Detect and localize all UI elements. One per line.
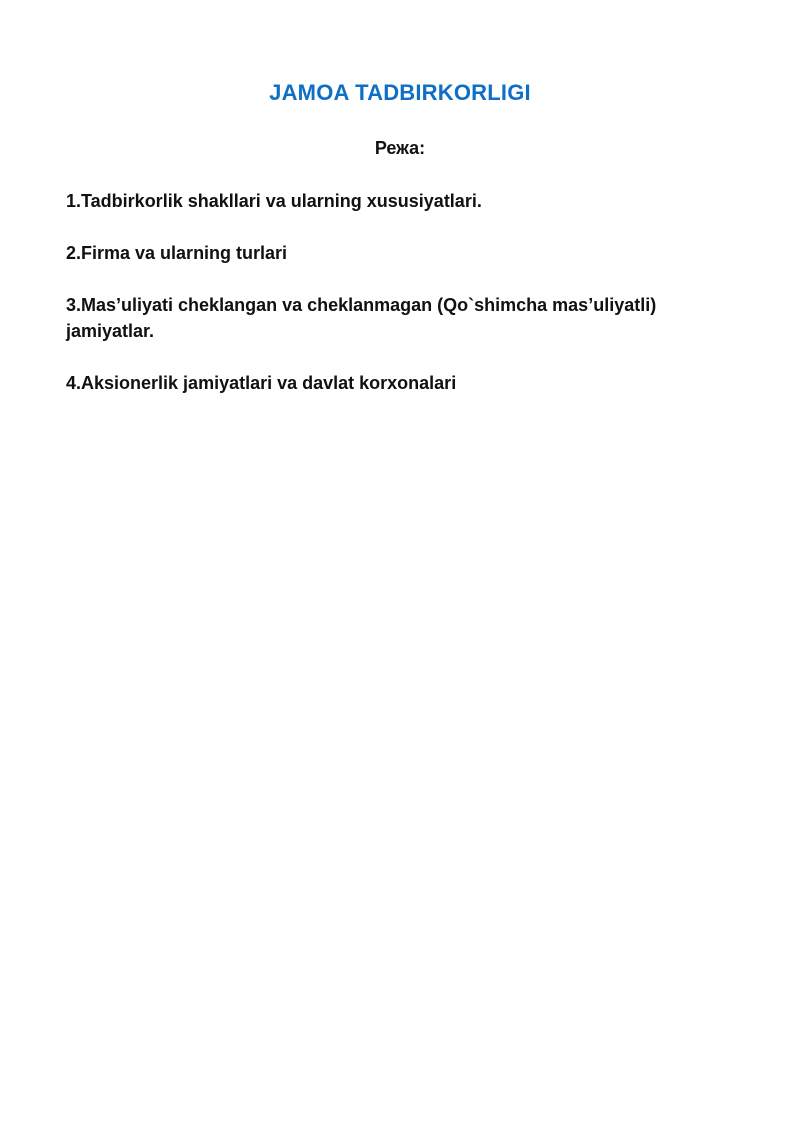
- document-title: JAMOA TADBIRKORLIGI: [269, 80, 531, 105]
- plan-heading: Режа:: [374, 138, 426, 158]
- plan-item-4: 4.Aksionerlik jamiyatlari va davlat korxonalari: [66, 373, 457, 393]
- plan-item-1: 1.Tadbirkorlik shakllari va ularning xususiyatlari.: [66, 191, 482, 211]
- plan-item-3: 3.Mas’uliyati cheklangan va cheklanmagan (Qo`shimcha mas’uliyatli) jamiyatlar.: [66, 295, 657, 341]
- plan-item-2: 2.Firma va ularning turlari: [66, 243, 288, 263]
- plan-list: [66, 188, 736, 422]
